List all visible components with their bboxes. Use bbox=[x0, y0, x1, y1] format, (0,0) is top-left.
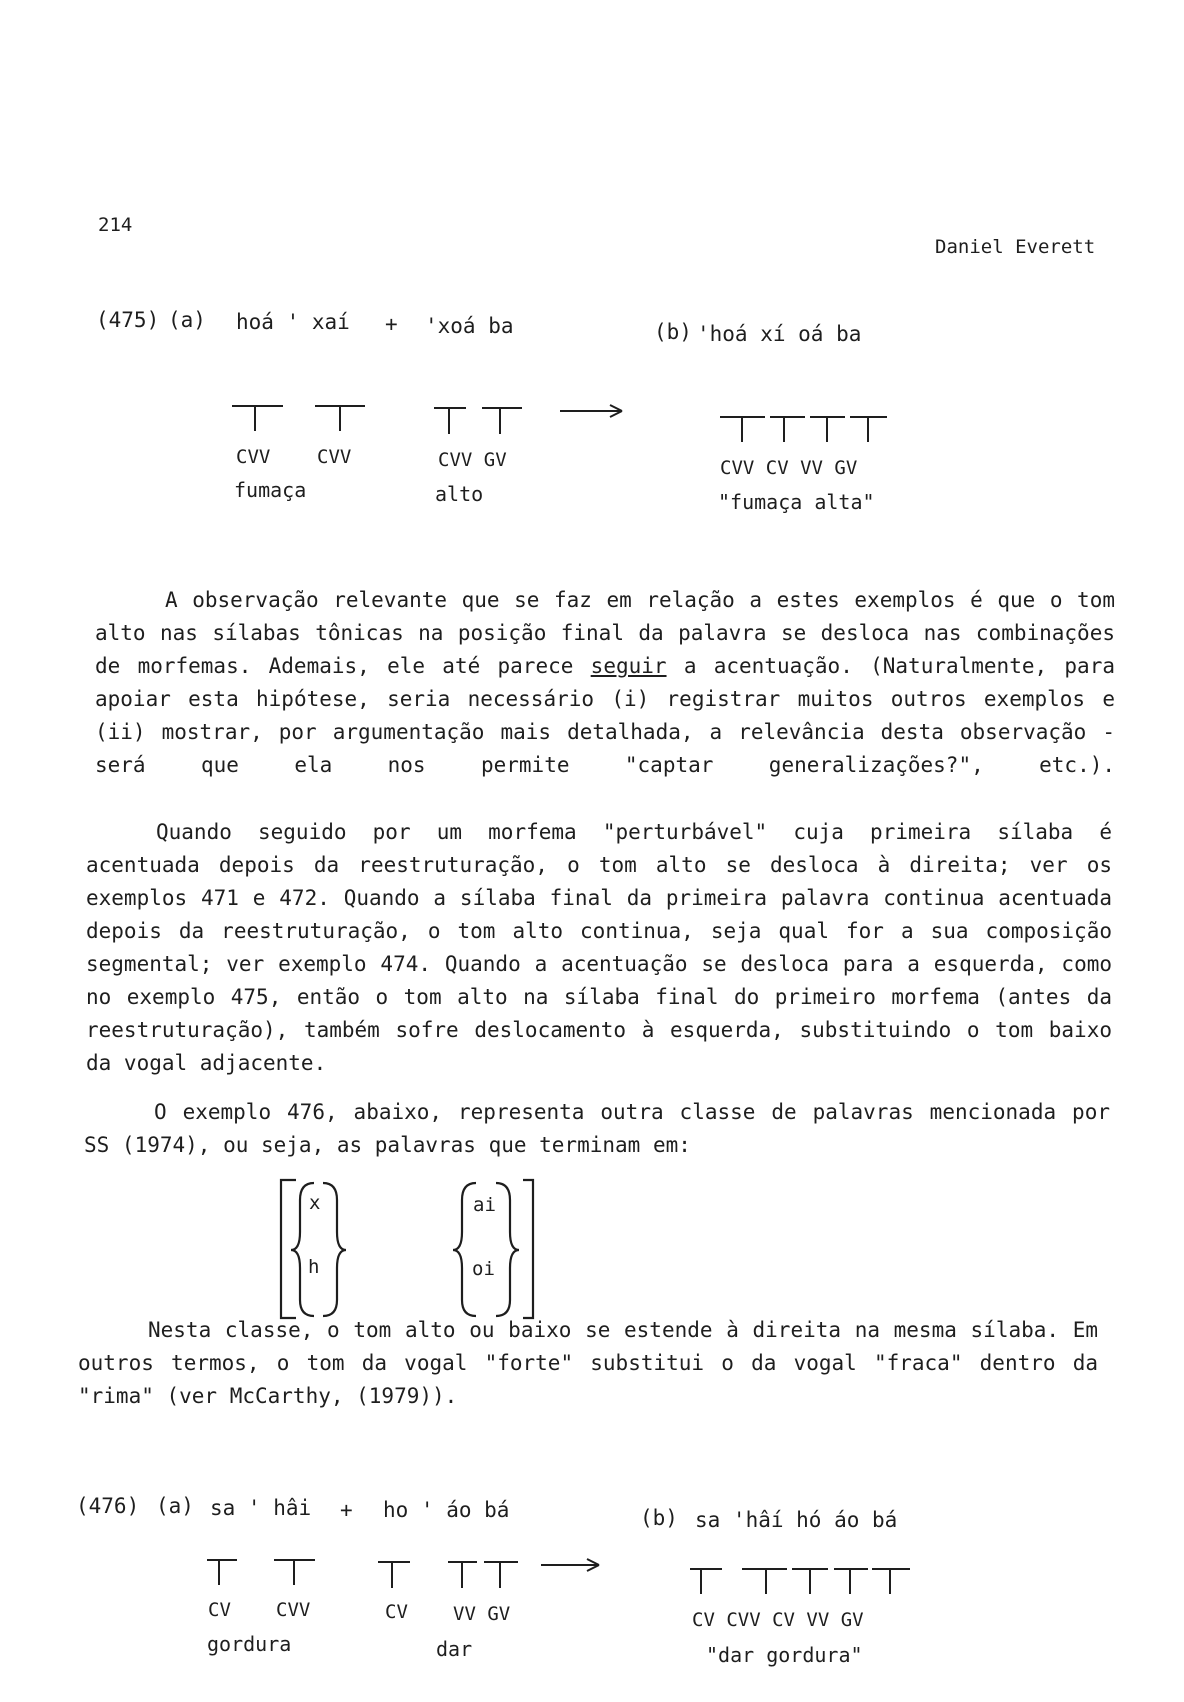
word-2: 'xoá ba bbox=[425, 314, 514, 338]
plus-sign: + bbox=[340, 1498, 353, 1522]
example-label-a: (a) bbox=[156, 1494, 194, 1518]
segment-vv-gv: VV GV bbox=[453, 1603, 511, 1625]
result-form: 'hoá xí oá ba bbox=[697, 322, 862, 346]
result-segments: CVV CV VV GV bbox=[720, 457, 858, 479]
example-number: (476) bbox=[76, 1494, 140, 1518]
example-label-a: (a) bbox=[168, 308, 206, 332]
consonant-x: x bbox=[309, 1192, 321, 1214]
gloss-fumaca: fumaça bbox=[234, 478, 307, 502]
paragraph-1: A observação relevante que se faz em relação a estes exemplos é que o tom alto nas sílabas tônicas na posição final da palavra se desloca nas combinações de morfemas. Ademais, ele até parece seguir a acentuação. (Naturalmente, para apoiar esta hipótese, seria necessário (i) registrar muitos outros exemplos e (ii) mostrar, por argumentação mais detalhada, a relevância desta observação - será que ela nos permite "captar generalizações?", etc.). bbox=[95, 588, 1115, 777]
paragraph-4: Nesta classe, o tom alto ou baixo se estende à direita na mesma sílaba. Em outros termos, o tom da vogal "forte" substitui o da vogal "fraca" dentro da "rima" (ver McCarthy, (1979)). bbox=[78, 1318, 1098, 1408]
vowel-oi: oi bbox=[472, 1258, 495, 1280]
result-gloss: "dar gordura" bbox=[706, 1643, 863, 1667]
result-segments: CV CVV CV VV GV bbox=[692, 1609, 864, 1631]
word-1: sa ' hâi bbox=[210, 1496, 312, 1520]
page-number: 214 bbox=[98, 214, 133, 236]
segment-cvv-1: CVV bbox=[236, 446, 271, 468]
example-number: (475) bbox=[96, 308, 160, 332]
consonant-h: h bbox=[308, 1256, 320, 1278]
result-form: sa 'hâí hó áo bá bbox=[695, 1508, 898, 1532]
paragraph-3: O exemplo 476, abaixo, representa outra classe de palavras mencionada por SS (1974), ou seja, as palavras que terminam em: bbox=[84, 1100, 1110, 1157]
gloss-alto: alto bbox=[435, 482, 484, 506]
segment-cvv-gv: CVV GV bbox=[438, 449, 507, 471]
segment-cvv-2: CVV bbox=[317, 446, 352, 468]
plus-sign: + bbox=[385, 312, 398, 336]
segment-cv-1: CV bbox=[208, 1599, 231, 1621]
gloss-gordura: gordura bbox=[207, 1632, 292, 1656]
running-header-author: Daniel Everett bbox=[935, 236, 1096, 258]
underlined-word: seguir bbox=[590, 654, 667, 678]
vowel-ai: ai bbox=[473, 1194, 496, 1216]
segment-cv-2: CV bbox=[385, 1601, 408, 1623]
word-2: ho ' áo bá bbox=[383, 1498, 510, 1522]
example-label-b: (b) bbox=[640, 1506, 678, 1530]
paragraph-2: Quando seguido por um morfema "perturbável" cuja primeira sílaba é acentuada depois da reestruturação, o tom alto se desloca à direita; ver os exemplos 471 e 472. Quando a sílaba final da primeira palavra continua acentuada depois da reestruturação, o tom alto continua, seja qual for a sua composição segmental; ver exemplo 474. Quando a acentuação se desloca para a esquerda, como no exemplo 475, então o tom alto na sílaba final do primeiro morfema (antes da reestruturação), também sofre deslocamento à esquerda, substituindo o tom baixo da vogal adjacente. bbox=[86, 820, 1112, 1075]
example-label-b: (b) bbox=[654, 320, 692, 344]
word-1: hoá ' xaí bbox=[236, 310, 350, 334]
result-gloss: "fumaça alta" bbox=[718, 490, 875, 514]
gloss-dar: dar bbox=[436, 1637, 473, 1661]
segment-cvv: CVV bbox=[276, 1599, 311, 1621]
